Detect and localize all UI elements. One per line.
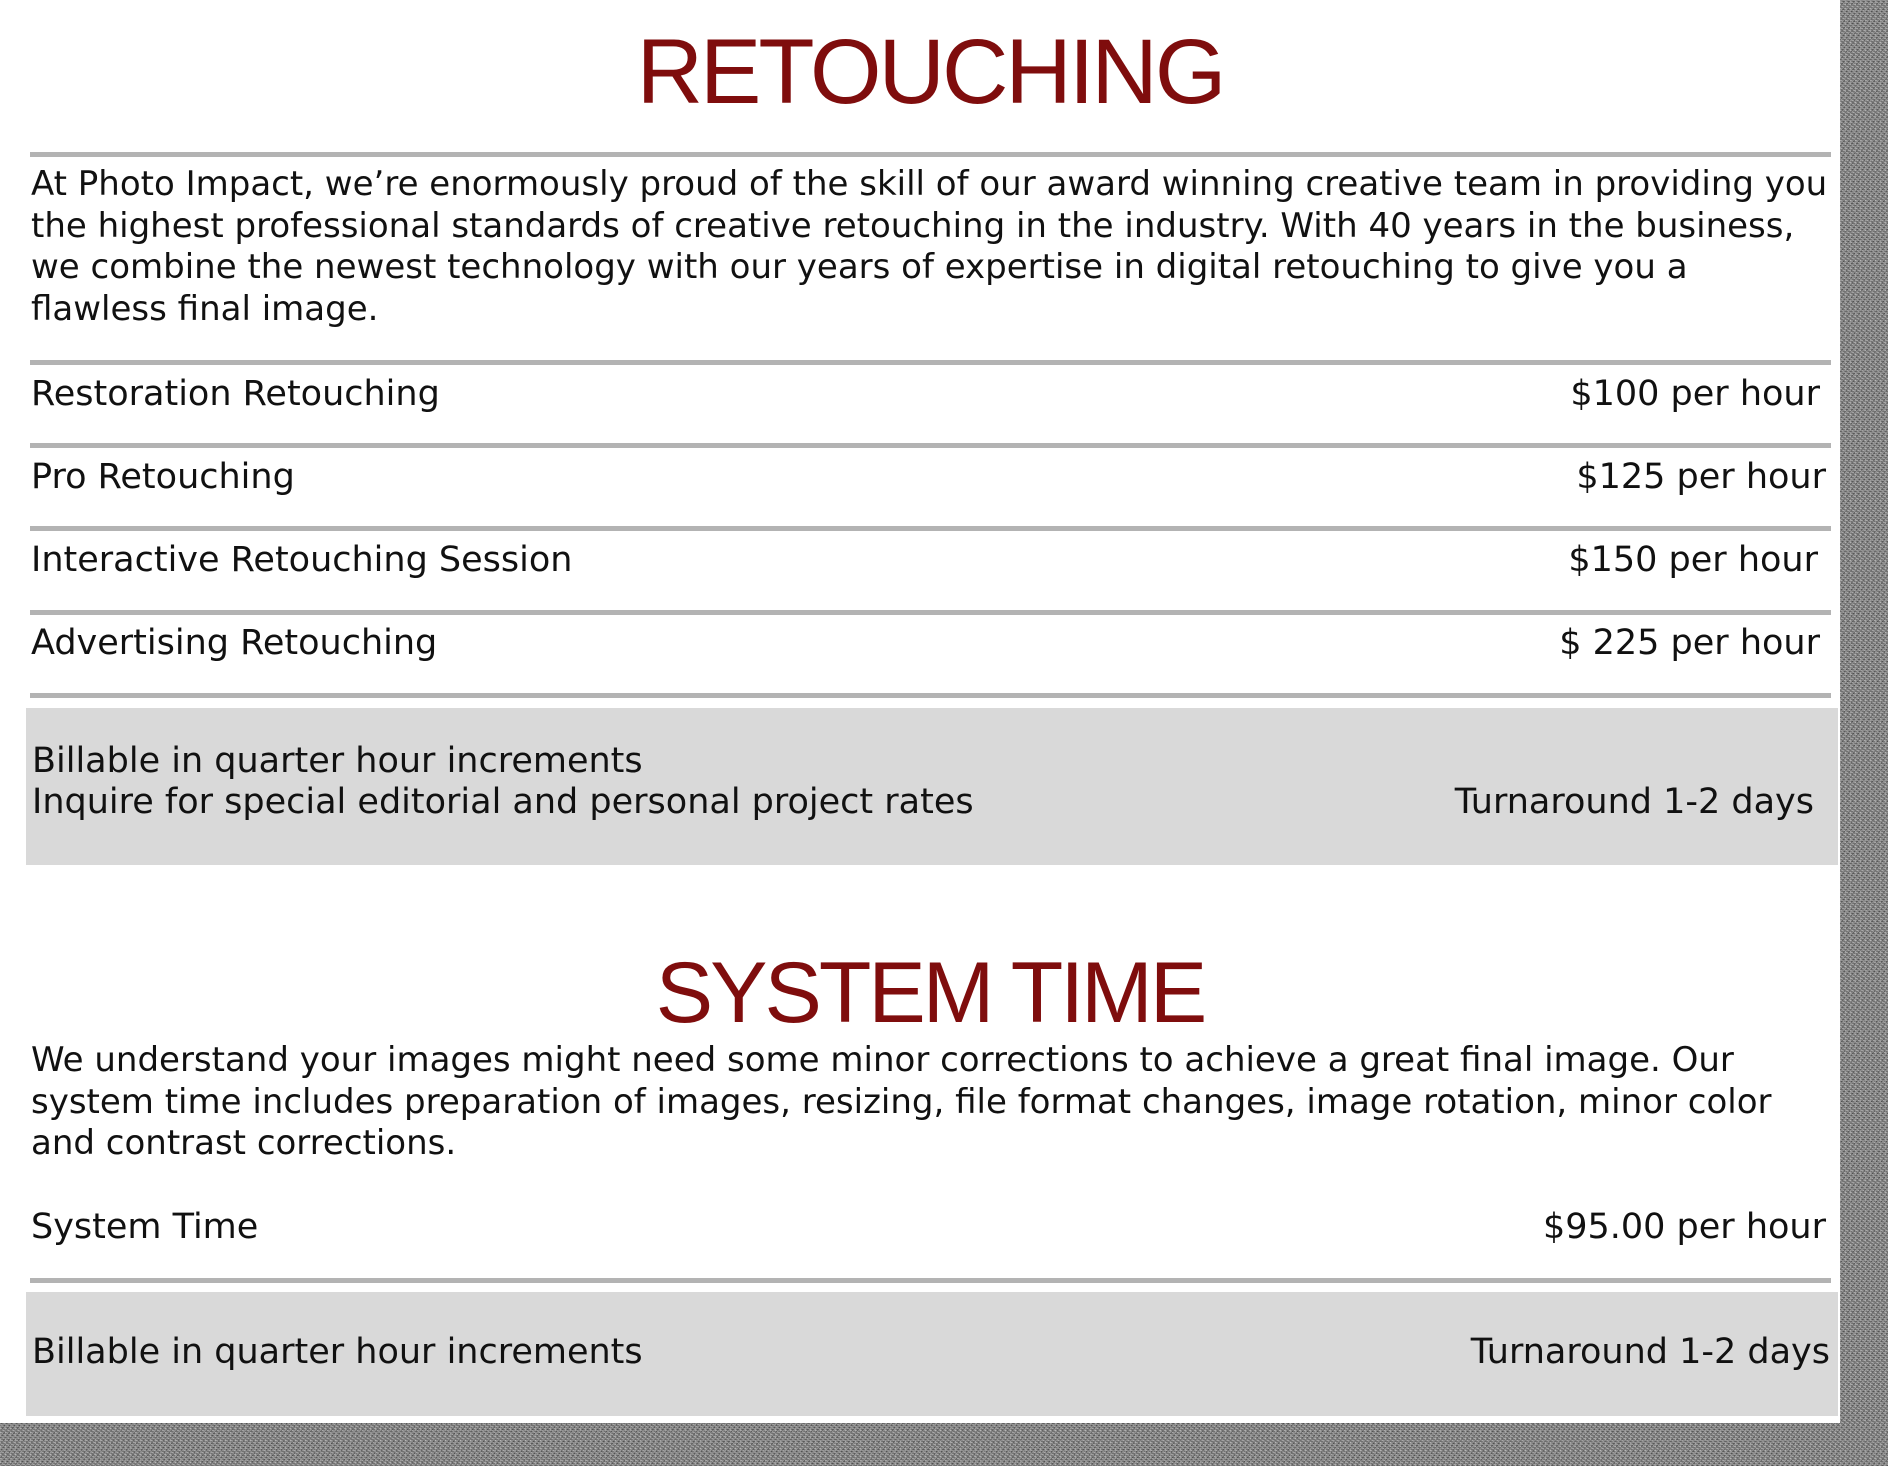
service-row-restoration xyxy=(31,372,1826,416)
service-name: Advertising Retouching xyxy=(31,623,438,663)
divider xyxy=(30,152,1831,157)
service-row-system-time xyxy=(31,1205,1826,1249)
retouching-title: RETOUCHING xyxy=(636,21,1224,123)
service-row-advertising xyxy=(31,621,1826,665)
turnaround-note: Turnaround 1-2 days xyxy=(1470,1332,1830,1372)
system-time-notes-panel xyxy=(26,1292,1838,1416)
service-name: Pro Retouching xyxy=(31,457,295,497)
divider xyxy=(30,693,1831,698)
service-price: $100 per hour xyxy=(1570,374,1820,414)
service-price: $95.00 per hour xyxy=(1542,1207,1826,1247)
divider xyxy=(30,1278,1831,1283)
divider xyxy=(30,360,1831,365)
service-name: Interactive Retouching Session xyxy=(31,540,573,580)
retouching-notes-panel xyxy=(26,708,1838,865)
service-name: System Time xyxy=(31,1207,259,1247)
divider xyxy=(30,526,1831,531)
inquire-note: Inquire for special editorial and personal project rates xyxy=(32,782,974,822)
turnaround-note: Turnaround 1-2 days xyxy=(1454,782,1814,822)
retouching-intro: At Photo Impact, we’re enormously proud of the skill of our award winning creative team in providing you the highest professional standards of creative retouching in the industry. With 40 years in the business, we combine the newest technology with our years of expertise in digital retouching to give you a flawless final image. xyxy=(31,164,1828,329)
divider xyxy=(30,443,1831,448)
service-price: $ 225 per hour xyxy=(1559,623,1820,663)
service-row-interactive xyxy=(31,538,1826,582)
service-row-pro xyxy=(31,455,1826,499)
system-time-title: SYSTEM TIME xyxy=(655,945,1205,1041)
billing-note: Billable in quarter hour increments xyxy=(32,741,643,781)
billing-note: Billable in quarter hour increments xyxy=(32,1332,643,1372)
system-time-intro: We understand your images might need some minor corrections to achieve a great final image. Our system time includes preparation of images, resizing, file format changes, image rotation, minor color and contrast corrections. xyxy=(31,1040,1772,1163)
service-price: $125 per hour xyxy=(1576,457,1826,497)
service-price: $150 per hour xyxy=(1568,540,1818,580)
service-name: Restoration Retouching xyxy=(31,374,440,414)
divider xyxy=(30,610,1831,615)
